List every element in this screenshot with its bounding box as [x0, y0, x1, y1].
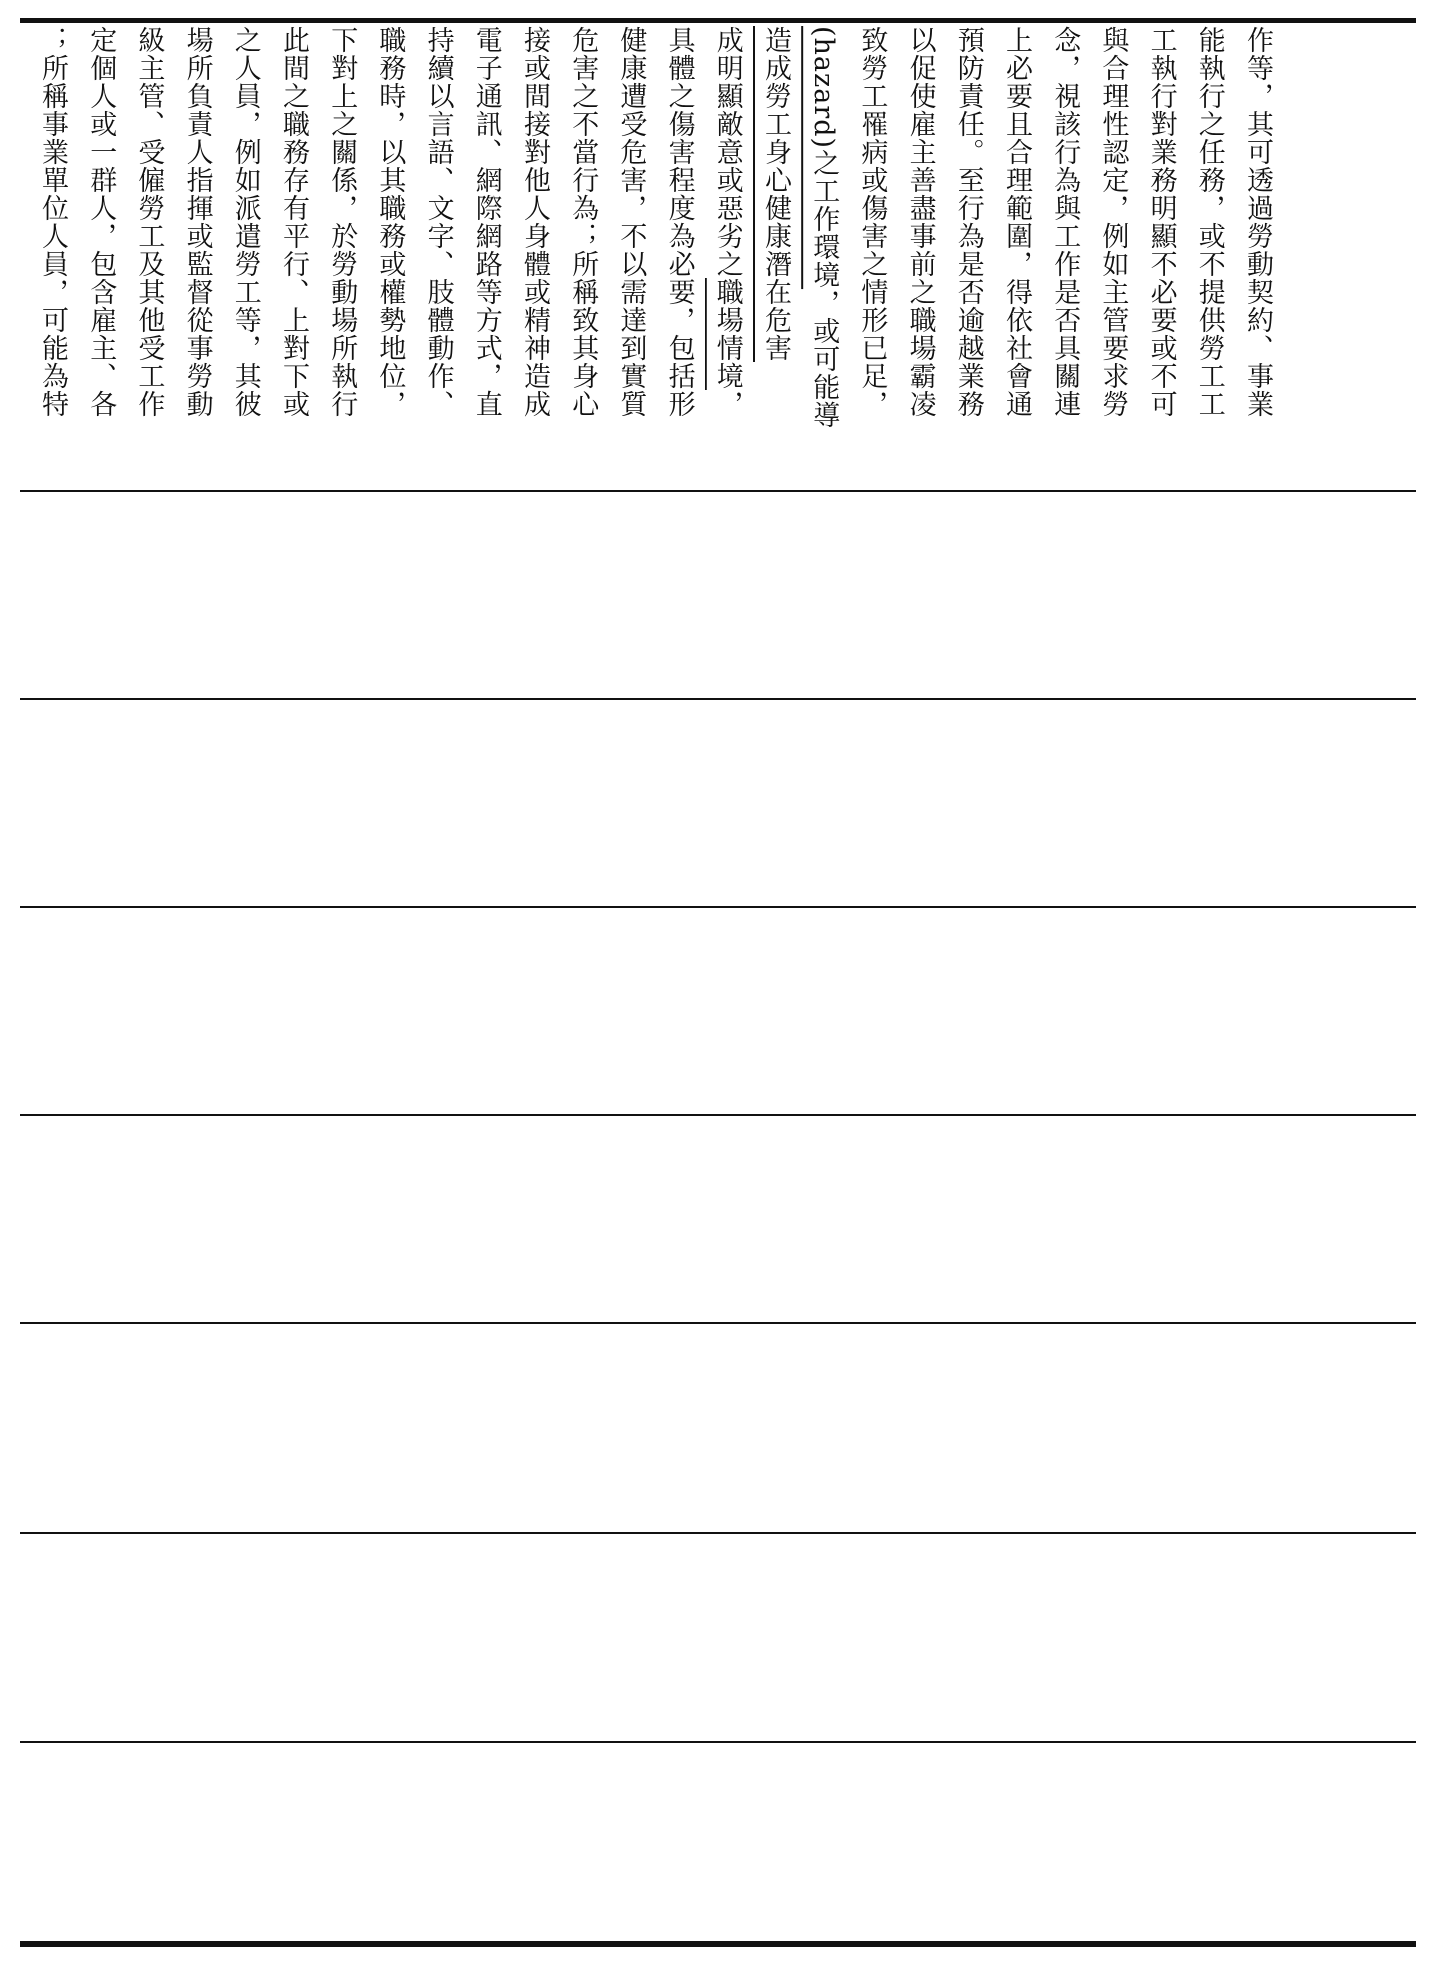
text-segment: 下對上之關係，於勞動場所執行 [326, 26, 358, 418]
text-column [1139, 26, 1183, 466]
text-column [657, 26, 701, 466]
text-segment: 場所負責人指揮或監督從事勞動 [181, 26, 213, 418]
table-row-divider [20, 906, 1416, 908]
table-row-divider [20, 490, 1416, 492]
text-column [271, 26, 315, 466]
text-column [898, 26, 942, 466]
underlined-text: (hazard)之工作環境 [808, 26, 840, 290]
text-segment: 之人員，例如派遣勞工等，其彼 [229, 26, 261, 418]
bottom-rule [20, 1941, 1416, 1947]
table-row-divider [20, 1741, 1416, 1743]
table-row-divider [20, 1532, 1416, 1534]
text-segment: 與合理性認定，例如主管要求勞 [1097, 26, 1129, 418]
text-segment: ；所稱事業單位人員，可能為特 [37, 26, 68, 418]
text-segment: 職務時，以其職務或權勢地位， [374, 26, 406, 418]
underlined-text: 造成勞工身心健康潛在危害 [760, 26, 791, 362]
text-segment: 接或間接對他人身體或精神造成 [519, 26, 550, 418]
text-segment: 致勞工罹病或傷害之情形已足， [856, 26, 888, 418]
text-segment: 危害之不當行為；所稱致其身心 [567, 26, 599, 418]
text-column [464, 26, 508, 466]
text-segment: 成明顯敵意或惡劣之 [711, 26, 743, 278]
top-rule [20, 18, 1416, 23]
text-segment: 定個人或一群人，包含雇主、各 [85, 26, 117, 418]
text-column [416, 26, 460, 466]
text-column [849, 26, 893, 466]
text-column [78, 26, 122, 466]
table-row-divider [20, 1322, 1416, 1324]
text-segment: 預防責任。至行為是否逾越業務 [952, 26, 984, 418]
underlined-text: 職場情境 [711, 278, 743, 390]
text-column [30, 26, 74, 466]
text-column [705, 26, 749, 466]
text-column [1187, 26, 1231, 466]
text-column [994, 26, 1038, 466]
text-segment: 上必要且合理範圍，得依社會通 [1001, 26, 1032, 418]
text-column [1235, 26, 1279, 466]
text-segment: 念，視該行為與工作是否具關連 [1049, 26, 1081, 418]
text-segment: 持續以言語、文字、肢體動作、 [422, 26, 454, 418]
text-column [608, 26, 652, 466]
text-column [319, 26, 363, 466]
text-column [801, 26, 845, 466]
text-column [560, 26, 604, 466]
text-segment: ， [711, 390, 743, 418]
text-segment: 作等，其可透過勞動契約、事業 [1242, 26, 1273, 418]
table-row-divider [20, 698, 1416, 700]
text-column [753, 26, 797, 466]
text-column [512, 26, 556, 466]
text-segment: 此間之職務存有平行、上對下或 [278, 26, 309, 418]
text-segment: 能執行之任務，或不提供勞工工 [1193, 26, 1225, 418]
text-column [946, 26, 990, 466]
text-segment: 工執行對業務明顯不必要或不可 [1145, 26, 1177, 418]
text-column [367, 26, 411, 466]
text-segment: ，或可能導 [808, 289, 840, 430]
text-segment: 級主管、受僱勞工及其他受工作 [133, 26, 165, 418]
text-segment: 具體之傷害程度為必要，包括形 [663, 26, 695, 418]
text-segment: 以促使雇主善盡事前之職場霸凌 [904, 26, 936, 418]
text-column [223, 26, 267, 466]
text-segment: 健康遭受危害，不以需達到實質 [615, 26, 647, 418]
text-column [1090, 26, 1134, 466]
vertical-text-cell [30, 26, 1410, 468]
text-column [175, 26, 219, 466]
text-column [1042, 26, 1086, 466]
text-segment: 電子通訊、網際網路等方式，直 [470, 26, 502, 418]
table-row-divider [20, 1114, 1416, 1116]
text-column [126, 26, 170, 466]
